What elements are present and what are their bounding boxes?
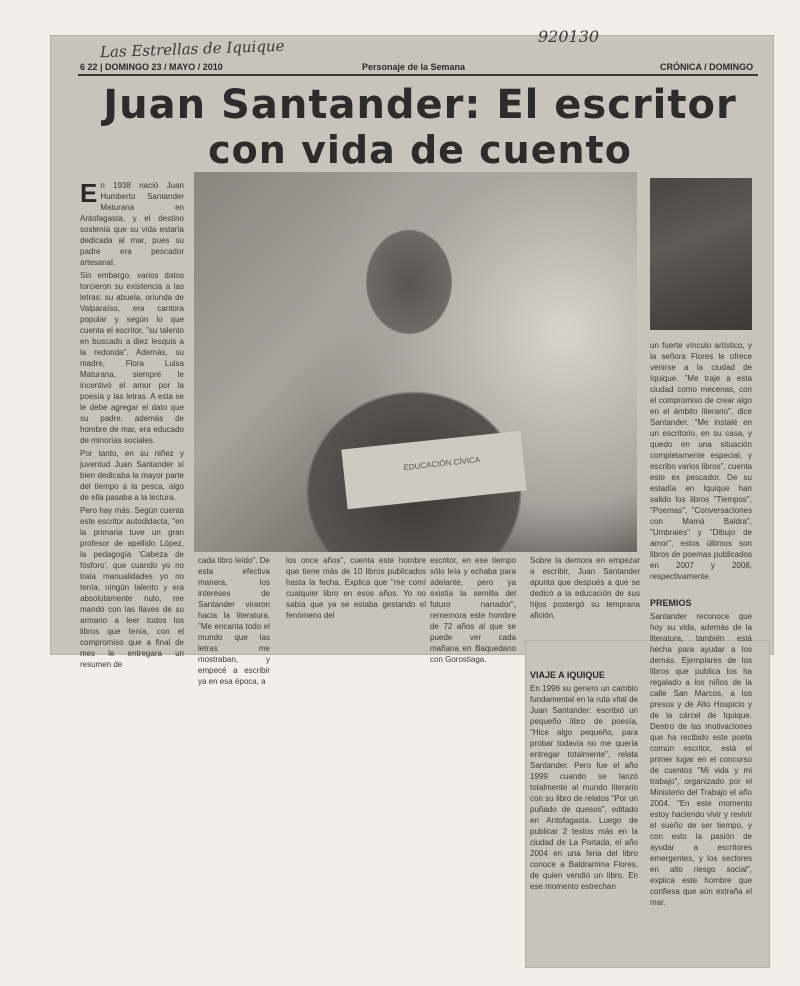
drop-cap: E — [80, 178, 98, 208]
paragraph: Pero hay más. Según cuenta este escritor autodidacta, "en la primaria tuve un gran profesor de apellido López, la pedagogía 'Cabeza de fósforo', que cuando yo no traía manualidades yo no tenía, ningún talento y era absolutamente nulo, me mandó con las llaves de su armario a leer todos los libros que tenía, con el compromiso que a final de mes le entregara un resumen de — [80, 506, 184, 669]
running-head-center: Personaje de la Semana — [362, 62, 466, 72]
paragraph: n 1938 nació Juan Humberto Santander Maturana en Antofagasta, y el destino sostenía que su vida estaría dedicada al mar, pues su padre era pescador artesanal. — [80, 181, 184, 267]
article-column-4: escritor, en ese tiempo sólo leía y echaba para adelante, pero ya existía la semilla del futuro narrador", rememora este hombre de 72 años al que se puede ver cada mañana en Baquedano con Gorostiaga. — [430, 556, 516, 664]
paragraph: Sin embargo, varios datos torcieron su existencia a las letras: su abuela, oriunda de Valparaíso, era cantora popular y según lo que cuenta el escritor, "su talento en buscado a diez lesquis a la redonda". Además, su madre, Flora Luisa Maturana, siempre le incentivó el amor por la poesía y las letras. A esta se le debe agregar el dato que su padre, además de hombre de mar, era educado de minorías sociales. — [80, 271, 184, 445]
article-column-7 — [530, 670, 638, 950]
running-head-right: CRÓNICA / DOMINGO — [660, 62, 754, 72]
paragraph: Santander reconoce que hoy su vida, además de la literatura, también está hecha para ayudar a los demás. Ejemplares de los libros que publica los ha regalado a los niños de la calle San Marcos, a los presos y de Alto Hospicio y de la cárcel de Iquique. Dentro de las motivaciones que ha recibido este poeta común escritor, está el primer lugar en el concurso de cuentos "Mi vida y mi trabajo", organizado por el Ministerio del Trabajo el año 2004. "En este momento estoy haciendo vivir y revivir el sueño de ser tiempo, y con esto la pasión de ayudar a escritores emergentes, y los sectores en alto riesgo social", explica este hombre que confiesa que aún extraña el mar. — [650, 612, 752, 907]
article-column-2: cada libro leído". De esta efectiva manera, los intereses de Santander viraron hacia la literatura. "Me encanta todo el mundo que las letras me mostraban, y empecé a escribir ya en esa época, a — [198, 556, 270, 686]
headline-line-2: con vida de cuento — [208, 128, 632, 172]
subheading-premios: PREMIOS — [650, 598, 692, 608]
article-column-3: los once años", cuenta este hombre que tiene más de 10 libros publicados hasta la fecha. Explica que "me comí cualquier libro en esos años. Yo no sabía que ya se estaba gestando el fenómeno del — [286, 556, 426, 620]
paragraph: Por tanto, en su niñez y juventud Juan Santander sí bien dedicaba la mayor parte del tiempo a la pesca, algo de ella pasaba a la lectura. — [80, 449, 184, 502]
article-column-1 — [80, 178, 184, 669]
portrait-photo — [194, 172, 637, 552]
article-column-6: un fuerte vínculo artístico, y la señora Flores le ofrece venirse a la ciudad de Iquique. "Me traje a esta ciudad como mecenas, con el compromiso de crear algo en el ámbito literario", dice Santander. "Me instalé en un escritorio, en su casa, y quedo en una situación completamente especial, y escribo varios libros", cuenta este ex pescador. De su estadía en Iquique han salido los libros "Tiempos", "Poemas", "Conversaciones con Mamá Baldra", "Umbrales" y "Dibujo de amor", estos últimos son libros de poemas publicados en 2007 y 2008, respectivamente. — [650, 341, 752, 581]
header-rule — [78, 74, 758, 76]
running-head-left: 6 22 | DOMINGO 23 / MAYO / 2010 — [80, 62, 223, 72]
secondary-photo — [650, 178, 752, 330]
headline-line-1: Juan Santander: El escritor — [103, 82, 737, 128]
book-in-photo — [341, 431, 526, 509]
subheading-viaje: VIAJE A IQUIQUE — [530, 670, 605, 680]
paragraph: En 1996 su genero un cambio fundamental en la ruta vital de Juan Santander: escribió un pequeño libro de poesía, "Hice algo pequeño, para probar todavía no me quería entregar totalmente", relata Santander. Pero fue el año 1999 cuando se lanzó totalmente al mundo literario con su libro de relatos "Por un puñado de quesos", editado en Antofagasta. Luego de publicar 2 textos más en la ciudad de La Portada, el año 2004 en una feria del libro conoce a Baldramina Flores, de quien vendió un libro. En ese momento estrechan — [530, 684, 638, 891]
book-label: EDUCACIÓN CÍVICA — [403, 455, 481, 473]
handwritten-note: Las Estrellas de Iquique — [99, 36, 285, 62]
article-column-8 — [650, 598, 752, 958]
article-column-5: Sobre la demora en empezar a escribir, Juan Santander apunta que después a que se dedicó a la educación de sus hijos postergó su temprana afición. — [530, 556, 640, 620]
handwritten-number: 920130 — [538, 27, 600, 46]
